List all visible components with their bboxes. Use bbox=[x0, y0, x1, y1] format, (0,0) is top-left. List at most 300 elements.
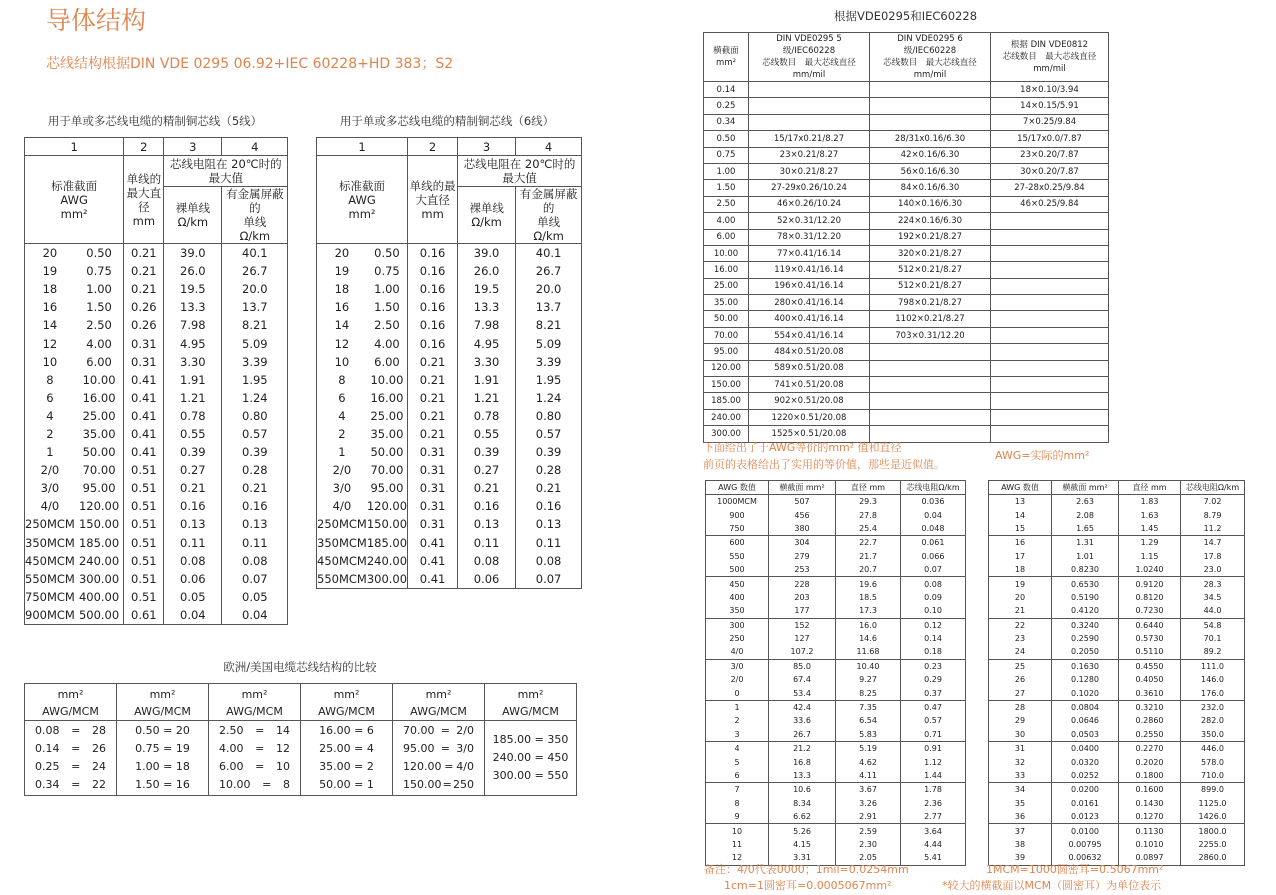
table-cell: 899.0 bbox=[1181, 783, 1245, 797]
table-cell: 0.21 bbox=[408, 371, 458, 389]
table-cell: 0.31 bbox=[124, 334, 164, 352]
table-row bbox=[25, 461, 288, 479]
table-cell: 17.8 bbox=[1181, 550, 1245, 563]
table-cell: 250MCM bbox=[25, 515, 75, 533]
table-cell: 1000MCM bbox=[706, 495, 769, 509]
table-cell: 26.7 bbox=[222, 262, 288, 280]
table-cell: 77×0.41/16.14 bbox=[749, 245, 870, 261]
table-cell: 1220×0.51/20.08 bbox=[749, 409, 870, 425]
table-cell: 21.2 bbox=[769, 742, 836, 756]
table-cell: 35.00 bbox=[704, 295, 749, 311]
table-cell: 2.50 bbox=[367, 316, 408, 334]
column-header: AWG 数值 bbox=[706, 481, 769, 495]
table-cell: 17.3 bbox=[836, 604, 901, 618]
table-row bbox=[25, 298, 288, 316]
comparison-part: = bbox=[440, 724, 450, 737]
table-cell: 34 bbox=[989, 783, 1052, 797]
table-cell: 0.12 bbox=[901, 618, 966, 632]
table-cell: 0.21 bbox=[408, 353, 458, 371]
comparison-part: 4/0 bbox=[456, 760, 474, 773]
table-cell: 25.00 bbox=[367, 407, 408, 425]
table-cell: 400×0.41/16.14 bbox=[749, 311, 870, 327]
table-cell: 192×0.21/8.27 bbox=[870, 229, 991, 245]
table-cell: 710.0 bbox=[1181, 769, 1245, 783]
table-cell: 1.50 bbox=[75, 298, 124, 316]
table-cell: 0.50 bbox=[367, 244, 408, 263]
table-cell: 0.11 bbox=[458, 534, 516, 552]
table-cell: 0.4550 bbox=[1119, 659, 1181, 673]
table-row bbox=[706, 728, 966, 742]
table-cell: 6.00 bbox=[367, 353, 408, 371]
table-cell: 35.00 bbox=[367, 425, 408, 443]
table-cell: 31 bbox=[989, 742, 1052, 756]
table-cell: 0.1270 bbox=[1119, 810, 1181, 824]
table-cell: 282.0 bbox=[1181, 714, 1245, 727]
table-cell: 1.24 bbox=[516, 389, 582, 407]
table-cell: 6 bbox=[25, 389, 75, 407]
table-row bbox=[989, 700, 1245, 714]
table-cell: 1525×0.51/20.08 bbox=[749, 426, 870, 442]
table-cell: 0.1800 bbox=[1119, 769, 1181, 783]
table-cell: 0.91 bbox=[901, 742, 966, 756]
table-cell: 2/0 bbox=[25, 461, 75, 479]
table-cell: 40.1 bbox=[516, 244, 582, 263]
table5 bbox=[24, 137, 288, 625]
table-cell: 0.1280 bbox=[1052, 673, 1119, 686]
table-cell: 0.27 bbox=[458, 461, 516, 479]
table-cell: 7×0.25/9.84 bbox=[991, 114, 1109, 130]
table-cell: 85.0 bbox=[769, 659, 836, 673]
table-row bbox=[706, 700, 966, 714]
t6-colnum: 1 bbox=[317, 138, 408, 156]
comparison-entry bbox=[393, 758, 484, 776]
table-cell: 176.0 bbox=[1181, 686, 1245, 700]
comparison-entry: 0.75 = 19 bbox=[135, 742, 190, 755]
table-cell bbox=[991, 295, 1109, 311]
table-cell: 1.01 bbox=[1052, 550, 1119, 563]
table-cell bbox=[991, 409, 1109, 425]
table-cell: 4 bbox=[706, 742, 769, 756]
table-cell: 26.0 bbox=[458, 262, 516, 280]
table-row bbox=[317, 280, 582, 298]
table-row bbox=[317, 534, 582, 552]
table-row bbox=[989, 495, 1245, 509]
table-cell: 146.0 bbox=[1181, 673, 1245, 686]
table-row bbox=[317, 298, 582, 316]
footnote-right-1: 1MCM=1000圆密耳=0.5067mm² bbox=[986, 863, 1164, 876]
table-row bbox=[706, 563, 966, 577]
table-cell: 46×0.26/10.24 bbox=[749, 196, 870, 212]
table-cell: 1 bbox=[706, 700, 769, 714]
table-cell: 0.21 bbox=[124, 244, 164, 263]
table-cell: 25.00 bbox=[704, 278, 749, 294]
table-cell: 240.00 bbox=[75, 552, 124, 570]
table-row bbox=[317, 552, 582, 570]
table-cell: 3.30 bbox=[164, 353, 222, 371]
table-cell: 23×0.21/8.27 bbox=[749, 147, 870, 163]
table-cell: 0.13 bbox=[164, 515, 222, 533]
table-row bbox=[25, 588, 288, 606]
comparison-column bbox=[393, 721, 485, 796]
table-cell: 12 bbox=[706, 851, 769, 865]
table-cell: 32 bbox=[989, 755, 1052, 768]
table-cell: 4/0 bbox=[25, 497, 75, 515]
table-cell: 22 bbox=[989, 618, 1052, 632]
table-cell: 0.29 bbox=[901, 673, 966, 686]
table-cell: 0.13 bbox=[222, 515, 288, 533]
table-cell: 0.1430 bbox=[1119, 797, 1181, 810]
table-cell: 350MCM bbox=[25, 534, 75, 552]
table-cell: 25.00 bbox=[75, 407, 124, 425]
table-cell: 2.59 bbox=[836, 824, 901, 838]
table-cell: 0.51 bbox=[124, 588, 164, 606]
table-cell: 300.00 bbox=[367, 570, 408, 589]
comparison-part: 120.00 bbox=[403, 760, 442, 773]
table-cell: 0.41 bbox=[408, 534, 458, 552]
table-row bbox=[989, 755, 1245, 768]
table-cell: 50.00 bbox=[704, 311, 749, 327]
unit-awg-label: AWG/MCM bbox=[393, 704, 485, 721]
table-cell: 240.00 bbox=[367, 552, 408, 570]
comparison-entry bbox=[25, 758, 116, 776]
table-cell: 500 bbox=[706, 563, 769, 577]
table-row bbox=[317, 262, 582, 280]
table-cell: 3/0 bbox=[317, 479, 367, 497]
table-cell: 127 bbox=[769, 632, 836, 645]
table-row bbox=[704, 409, 1109, 425]
comparison-part: 4.00 bbox=[219, 742, 244, 755]
table-cell: 19 bbox=[25, 262, 75, 280]
table-row bbox=[25, 244, 288, 263]
table-cell: 27-29x0.26/10.24 bbox=[749, 180, 870, 196]
table-cell: 300 bbox=[706, 618, 769, 632]
table-row bbox=[706, 522, 966, 536]
table-cell: 0.41 bbox=[124, 407, 164, 425]
comparison-part: 3/0 bbox=[456, 742, 474, 755]
unit-awg-label: AWG/MCM bbox=[485, 704, 577, 721]
table-cell: 11.68 bbox=[836, 645, 901, 659]
table-cell: 0.78 bbox=[164, 407, 222, 425]
comparison-entry bbox=[393, 740, 484, 758]
table-row bbox=[706, 632, 966, 645]
table-cell: 18.5 bbox=[836, 591, 901, 604]
table-cell: 0.39 bbox=[458, 443, 516, 461]
table-row bbox=[317, 461, 582, 479]
table-cell: 0.80 bbox=[516, 407, 582, 425]
table-cell: 16.8 bbox=[769, 755, 836, 768]
table-row bbox=[317, 334, 582, 352]
table-cell: 4.95 bbox=[458, 334, 516, 352]
table-cell: 56×0.16/6.30 bbox=[870, 163, 991, 179]
table-cell: 15/17x0.0/7.87 bbox=[991, 131, 1109, 147]
table-cell: 0.28 bbox=[516, 461, 582, 479]
table-cell: 0.11 bbox=[516, 534, 582, 552]
table-row bbox=[317, 371, 582, 389]
table-cell: 0.5110 bbox=[1119, 645, 1181, 659]
table-cell: 0.21 bbox=[164, 479, 222, 497]
table-cell: 39 bbox=[989, 851, 1052, 865]
table-cell: 512×0.21/8.27 bbox=[870, 278, 991, 294]
table-cell: 750 bbox=[706, 522, 769, 536]
table-cell: 1.00 bbox=[704, 163, 749, 179]
table-row bbox=[704, 327, 1109, 343]
table-cell: 0.1130 bbox=[1119, 824, 1181, 838]
awg-note-1: 下面给出了于AWG等价的mm² 值和直径 bbox=[703, 441, 902, 454]
table-cell: 0.7230 bbox=[1119, 604, 1181, 618]
table-cell: 2/0 bbox=[706, 673, 769, 686]
comparison-entry: 25.00 = 4 bbox=[319, 742, 374, 755]
table-cell: 12 bbox=[25, 334, 75, 352]
table-cell: 0.31 bbox=[408, 461, 458, 479]
table-cell: 1.15 bbox=[1119, 550, 1181, 563]
table-cell: 0.4120 bbox=[1052, 604, 1119, 618]
column-header: 直径 mm bbox=[836, 481, 901, 495]
table-cell: 4.62 bbox=[836, 755, 901, 768]
table-cell: 10.6 bbox=[769, 783, 836, 797]
comparison-entry: 300.00 = 550 bbox=[492, 769, 569, 782]
table-row bbox=[704, 360, 1109, 376]
table-row bbox=[317, 497, 582, 515]
t5-h-resist: 芯线电阻在 20℃时的最大值 bbox=[164, 156, 288, 187]
table-cell: 0.55 bbox=[164, 425, 222, 443]
table-cell: 1.91 bbox=[458, 371, 516, 389]
table-cell: 17 bbox=[989, 550, 1052, 563]
table-cell: 23 bbox=[989, 632, 1052, 645]
table-row bbox=[706, 495, 966, 509]
table-cell: 4/0 bbox=[706, 645, 769, 659]
table-cell: 10 bbox=[706, 824, 769, 838]
vde-h-class6: DIN VDE0295 6 级/IEC60228 芯线数目 最大芯线直径 mm/mil bbox=[870, 33, 991, 82]
comparison-part: 8 bbox=[283, 778, 290, 791]
unit-mm2-label: mm² bbox=[301, 684, 393, 705]
table-cell: 2.50 bbox=[75, 316, 124, 334]
table-cell: 279 bbox=[769, 550, 836, 563]
table-cell: 5.41 bbox=[901, 851, 966, 865]
table-cell: 10 bbox=[25, 353, 75, 371]
table-row bbox=[25, 606, 288, 625]
table-row bbox=[706, 686, 966, 700]
table-row bbox=[706, 797, 966, 810]
table-row bbox=[706, 577, 966, 591]
table-cell: 4.00 bbox=[367, 334, 408, 352]
table-cell: 20.7 bbox=[836, 563, 901, 577]
column-header: 芯线电阻Ω/km bbox=[1181, 481, 1245, 495]
table-cell: 0.08 bbox=[222, 552, 288, 570]
table-cell: 39.0 bbox=[458, 244, 516, 263]
comparison-part: = bbox=[255, 760, 265, 773]
table-cell: 280×0.41/16.14 bbox=[749, 295, 870, 311]
table6-body bbox=[317, 244, 582, 589]
comparison-part: 12 bbox=[276, 742, 290, 755]
table-cell bbox=[991, 229, 1109, 245]
table-cell: 0.71 bbox=[901, 728, 966, 742]
table-cell: 400 bbox=[706, 591, 769, 604]
table-cell: 67.4 bbox=[769, 673, 836, 686]
table-row bbox=[704, 180, 1109, 196]
table-cell: 10.00 bbox=[75, 371, 124, 389]
table-cell: 29 bbox=[989, 714, 1052, 727]
comparison-part: = bbox=[442, 778, 452, 791]
comparison-entry bbox=[393, 722, 484, 740]
comparison-part: 95.00 bbox=[403, 742, 435, 755]
unit-mm2-label: mm² bbox=[393, 684, 485, 705]
comparison-column bbox=[209, 721, 301, 796]
table-cell: 6 bbox=[706, 769, 769, 783]
table-row bbox=[706, 604, 966, 618]
table-cell: 0.57 bbox=[516, 425, 582, 443]
column-header: 芯线电阻Ω/km bbox=[901, 481, 966, 495]
table-cell: 0.2590 bbox=[1052, 632, 1119, 645]
table-cell: 95.00 bbox=[704, 344, 749, 360]
table-row bbox=[25, 389, 288, 407]
table-cell: 16 bbox=[317, 298, 367, 316]
table-cell: 19.5 bbox=[164, 280, 222, 298]
table-cell: 1.21 bbox=[164, 389, 222, 407]
table-row bbox=[317, 479, 582, 497]
comparison-part: 28 bbox=[92, 724, 106, 737]
table-cell: 320×0.21/8.27 bbox=[870, 245, 991, 261]
table-cell: 0.39 bbox=[164, 443, 222, 461]
table-cell: 28/31x0.16/6.30 bbox=[870, 131, 991, 147]
table-cell bbox=[991, 360, 1109, 376]
unit-mm2-label: mm² bbox=[209, 684, 301, 705]
table-cell: 111.0 bbox=[1181, 659, 1245, 673]
table-cell: 0.75 bbox=[75, 262, 124, 280]
table-row bbox=[989, 742, 1245, 756]
awg-note-right: AWG=实际的mm² bbox=[995, 449, 1090, 462]
table-cell bbox=[991, 393, 1109, 409]
table-cell: 300.00 bbox=[704, 426, 749, 442]
table-cell: 3/0 bbox=[706, 659, 769, 673]
comparison-part: 2/0 bbox=[456, 724, 474, 737]
table-row bbox=[317, 443, 582, 461]
table-cell: 4/0 bbox=[317, 497, 367, 515]
table-cell: 0.3610 bbox=[1119, 686, 1181, 700]
comparison-part: 24 bbox=[92, 760, 106, 773]
table-cell: 1.50 bbox=[704, 180, 749, 196]
table-cell: 6.54 bbox=[836, 714, 901, 727]
table-cell: 0.21 bbox=[408, 425, 458, 443]
table-row bbox=[317, 515, 582, 533]
table-cell: 1.29 bbox=[1119, 536, 1181, 550]
table-row bbox=[989, 577, 1245, 591]
table-cell: 250MCM bbox=[317, 515, 367, 533]
table-cell: 446.0 bbox=[1181, 742, 1245, 756]
table-row bbox=[704, 311, 1109, 327]
table-cell: 0.00795 bbox=[1052, 838, 1119, 851]
table-cell: 35 bbox=[989, 797, 1052, 810]
table-cell: 456 bbox=[769, 508, 836, 521]
table-cell: 18×0.10/3.94 bbox=[991, 82, 1109, 98]
comparison-entry bbox=[25, 740, 116, 758]
table-row bbox=[25, 570, 288, 588]
table-cell: 0.13 bbox=[516, 515, 582, 533]
table-cell: 0.21 bbox=[124, 280, 164, 298]
table-cell: 1.91 bbox=[164, 371, 222, 389]
table-cell bbox=[991, 426, 1109, 442]
t5-colnum: 4 bbox=[222, 138, 288, 156]
table-cell: 1.95 bbox=[516, 371, 582, 389]
table-cell bbox=[870, 344, 991, 360]
table-cell: 0.41 bbox=[408, 552, 458, 570]
table-cell: 7 bbox=[706, 783, 769, 797]
table-cell bbox=[870, 360, 991, 376]
table-row bbox=[704, 393, 1109, 409]
table-cell: 902×0.51/20.08 bbox=[749, 393, 870, 409]
table-cell: 507 bbox=[769, 495, 836, 509]
table-cell: 0.31 bbox=[408, 515, 458, 533]
table-cell: 0.51 bbox=[124, 479, 164, 497]
column-header: AWG 数值 bbox=[989, 481, 1052, 495]
table-cell bbox=[870, 98, 991, 114]
column-header: 直径 mm bbox=[1119, 481, 1181, 495]
awg-table-right bbox=[988, 480, 1245, 866]
table-row bbox=[706, 536, 966, 550]
table-row bbox=[704, 278, 1109, 294]
table-cell: 3.39 bbox=[222, 353, 288, 371]
t6-h-shield: 有金属屏蔽的 单线 Ω/km bbox=[516, 187, 582, 244]
table-cell: 11.2 bbox=[1181, 522, 1245, 536]
table-cell: 1426.0 bbox=[1181, 810, 1245, 824]
table-row bbox=[989, 536, 1245, 550]
table-cell: 0.0252 bbox=[1052, 769, 1119, 783]
comparison-part: 0.14 bbox=[35, 742, 60, 755]
vde-caption: 根据VDE0295和IEC60228 bbox=[833, 9, 978, 23]
table-cell: 13.7 bbox=[516, 298, 582, 316]
table-cell: 14.7 bbox=[1181, 536, 1245, 550]
table-cell: 550MCM bbox=[25, 570, 75, 588]
table-cell: 150.00 bbox=[367, 515, 408, 533]
table-cell: 224×0.16/6.30 bbox=[870, 213, 991, 229]
table-cell: 0.25 bbox=[704, 98, 749, 114]
footnote-left-1: 备注：4/0代表0000；1mil=0.0254mm bbox=[704, 863, 909, 876]
table-row bbox=[25, 353, 288, 371]
comparison-part: 26 bbox=[92, 742, 106, 755]
table-cell: 0.51 bbox=[124, 552, 164, 570]
table-row bbox=[704, 245, 1109, 261]
table-cell: 27-28x0.25/9.84 bbox=[991, 180, 1109, 196]
table-cell: 0.5190 bbox=[1052, 591, 1119, 604]
unit-mm2-label: mm² bbox=[485, 684, 577, 705]
table-cell: 3.31 bbox=[769, 851, 836, 865]
table-cell: 0.16 bbox=[408, 280, 458, 298]
table-cell: 500.00 bbox=[75, 606, 124, 625]
comparison-part: = bbox=[444, 760, 454, 773]
table-cell: 0.061 bbox=[901, 536, 966, 550]
table-cell: 550MCM bbox=[317, 570, 367, 589]
table-cell: 16.00 bbox=[75, 389, 124, 407]
table-cell: 0.07 bbox=[222, 570, 288, 588]
table-cell: 0.31 bbox=[408, 497, 458, 515]
page-subtitle: 芯线结构根据DIN VDE 0295 06.92+IEC 60228+HD 383；S2 bbox=[46, 56, 454, 72]
table-cell: 0.1020 bbox=[1052, 686, 1119, 700]
table-cell: 1.44 bbox=[901, 769, 966, 783]
table-row bbox=[25, 334, 288, 352]
table-cell: 0.16 bbox=[222, 497, 288, 515]
table-row bbox=[704, 295, 1109, 311]
table-cell: 4.11 bbox=[836, 769, 901, 783]
table-cell: 0.3240 bbox=[1052, 618, 1119, 632]
table-cell: 228 bbox=[769, 577, 836, 591]
table-cell bbox=[749, 98, 870, 114]
table-row bbox=[706, 508, 966, 521]
t5-colnum: 2 bbox=[124, 138, 164, 156]
table-cell: 5.26 bbox=[769, 824, 836, 838]
table-cell bbox=[870, 393, 991, 409]
table-cell: 19.5 bbox=[458, 280, 516, 298]
table-cell: 2.05 bbox=[836, 851, 901, 865]
table6 bbox=[316, 137, 582, 589]
